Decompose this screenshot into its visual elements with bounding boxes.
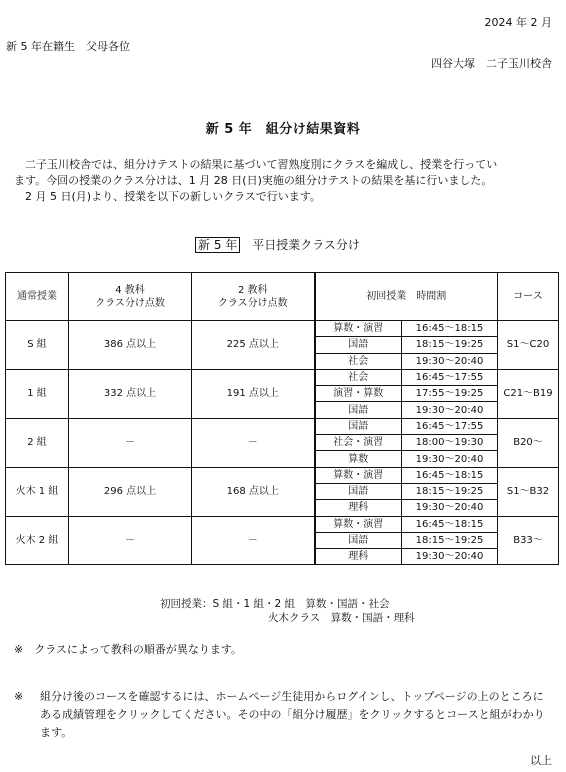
subject-cell: 社会 [315,353,402,369]
class-name-cell: 2 組 [6,418,69,467]
note-course-check-text: 組分け後のコースを確認するには、ホームページ生徒用からログインし、トップページの上のところにある成績管理をクリックしてください。その中の「組分け履歴」をクリックするとコースと組がわかります。 [40,690,545,739]
note-course-check [14,688,554,742]
class-name-cell: 火木 2 組 [6,516,69,565]
document-date: 2024 年 2 月 [484,16,552,29]
note-mark: ※ [14,690,24,703]
subject-cell: 国語 [315,483,402,499]
table-row [6,467,559,483]
subject-cell: 算数・演習 [315,467,402,483]
intro-line-1: 二子玉川校舎では、組分けテストの結果に基づいて習熟度別にクラスを編成し、授業を行ってい [14,158,498,171]
time-cell: 18:15～19:25 [402,483,498,499]
section-subtitle [195,236,360,253]
two-subject-score-cell: － [192,516,315,565]
time-cell: 17:55～19:25 [402,386,498,402]
table-row [6,369,559,385]
four-subject-score-cell: － [69,516,192,565]
time-cell: 16:45～18:15 [402,321,498,337]
first-class-note [160,597,415,625]
table-body [6,321,559,565]
table-row [6,418,559,434]
time-cell: 19:30～20:40 [402,549,498,565]
time-cell: 16:45～18:15 [402,467,498,483]
intro-line-3: 2 月 5 日(月)より、授業を以下の新しいクラスで行います。 [14,190,321,203]
header-four-subjects [69,273,192,321]
header-class: 通常授業 [6,273,69,321]
time-cell: 19:30～20:40 [402,451,498,467]
course-cell: C21～B19 [498,369,559,418]
header-two-line1: 2 教科 [237,284,268,296]
closing-remark: 以上 [530,754,552,767]
table-header-row [6,273,559,321]
two-subject-score-cell: － [192,418,315,467]
course-cell: S1～B32 [498,467,559,516]
recipient-line: 新 5 年在籍生 父母各位 [6,40,130,53]
course-cell: S1～C20 [498,321,559,370]
class-name-cell: 1 組 [6,369,69,418]
four-subject-score-cell: － [69,418,192,467]
time-cell: 19:30～20:40 [402,353,498,369]
course-cell: B20～ [498,418,559,467]
time-cell: 19:30～20:40 [402,402,498,418]
subject-cell: 国語 [315,418,402,434]
two-subject-score-cell: 191 点以上 [192,369,315,418]
document-title: 新 5 年 組分け結果資料 [205,122,361,137]
subject-cell: 算数 [315,451,402,467]
subject-cell: 演習・算数 [315,386,402,402]
table-row [6,516,559,532]
subject-cell: 国語 [315,337,402,353]
four-subject-score-cell: 332 点以上 [69,369,192,418]
time-cell: 18:15～19:25 [402,337,498,353]
course-cell: B33～ [498,516,559,565]
subject-cell: 理科 [315,549,402,565]
first-class-note-line2: 火木クラス 算数・国語・理科 [268,612,415,624]
class-name-cell: 火木 1 組 [6,467,69,516]
note-order-text: クラスによって教科の順番が異なります。 [34,643,243,656]
class-name-cell: S 組 [6,321,69,370]
header-two-line2: クラス分け点数 [217,297,288,309]
two-subject-score-cell: 225 点以上 [192,321,315,370]
intro-paragraph [14,157,554,205]
sender-line: 四谷大塚 二子玉川校舎 [431,57,552,70]
header-two-subjects [192,273,315,321]
first-class-note-line1: 初回授業：S 組・1 組・2 組 算数・国語・社会 [160,598,390,610]
header-four-line2: クラス分け点数 [95,297,165,309]
subject-cell: 算数・演習 [315,321,402,337]
subject-cell: 社会 [315,369,402,385]
class-schedule-table [5,272,559,565]
subject-cell: 国語 [315,532,402,548]
note-mark: ※ [14,643,24,656]
time-cell: 16:45～18:15 [402,516,498,532]
two-subject-score-cell: 168 点以上 [192,467,315,516]
four-subject-score-cell: 386 点以上 [69,321,192,370]
subject-cell: 国語 [315,402,402,418]
subtitle-text: 平日授業クラス分け [240,238,360,252]
subject-cell: 算数・演習 [315,516,402,532]
subject-cell: 社会・演習 [315,435,402,451]
subtitle-grade-box: 新 5 年 [195,237,240,253]
header-course: コース [498,273,559,321]
four-subject-score-cell: 296 点以上 [69,467,192,516]
subject-cell: 理科 [315,500,402,516]
intro-line-2: ます。今回の授業のクラス分けは、1 月 28 日(日)実施の組分けテストの結果を基に行いました。 [14,174,493,187]
note-order [14,641,242,657]
time-cell: 18:00～19:30 [402,435,498,451]
time-cell: 16:45～17:55 [402,418,498,434]
time-cell: 19:30～20:40 [402,500,498,516]
header-first-class-schedule: 初回授業 時間割 [315,273,498,321]
header-four-line1: 4 教科 [115,284,145,296]
time-cell: 16:45～17:55 [402,369,498,385]
table-row [6,321,559,337]
time-cell: 18:15～19:25 [402,532,498,548]
